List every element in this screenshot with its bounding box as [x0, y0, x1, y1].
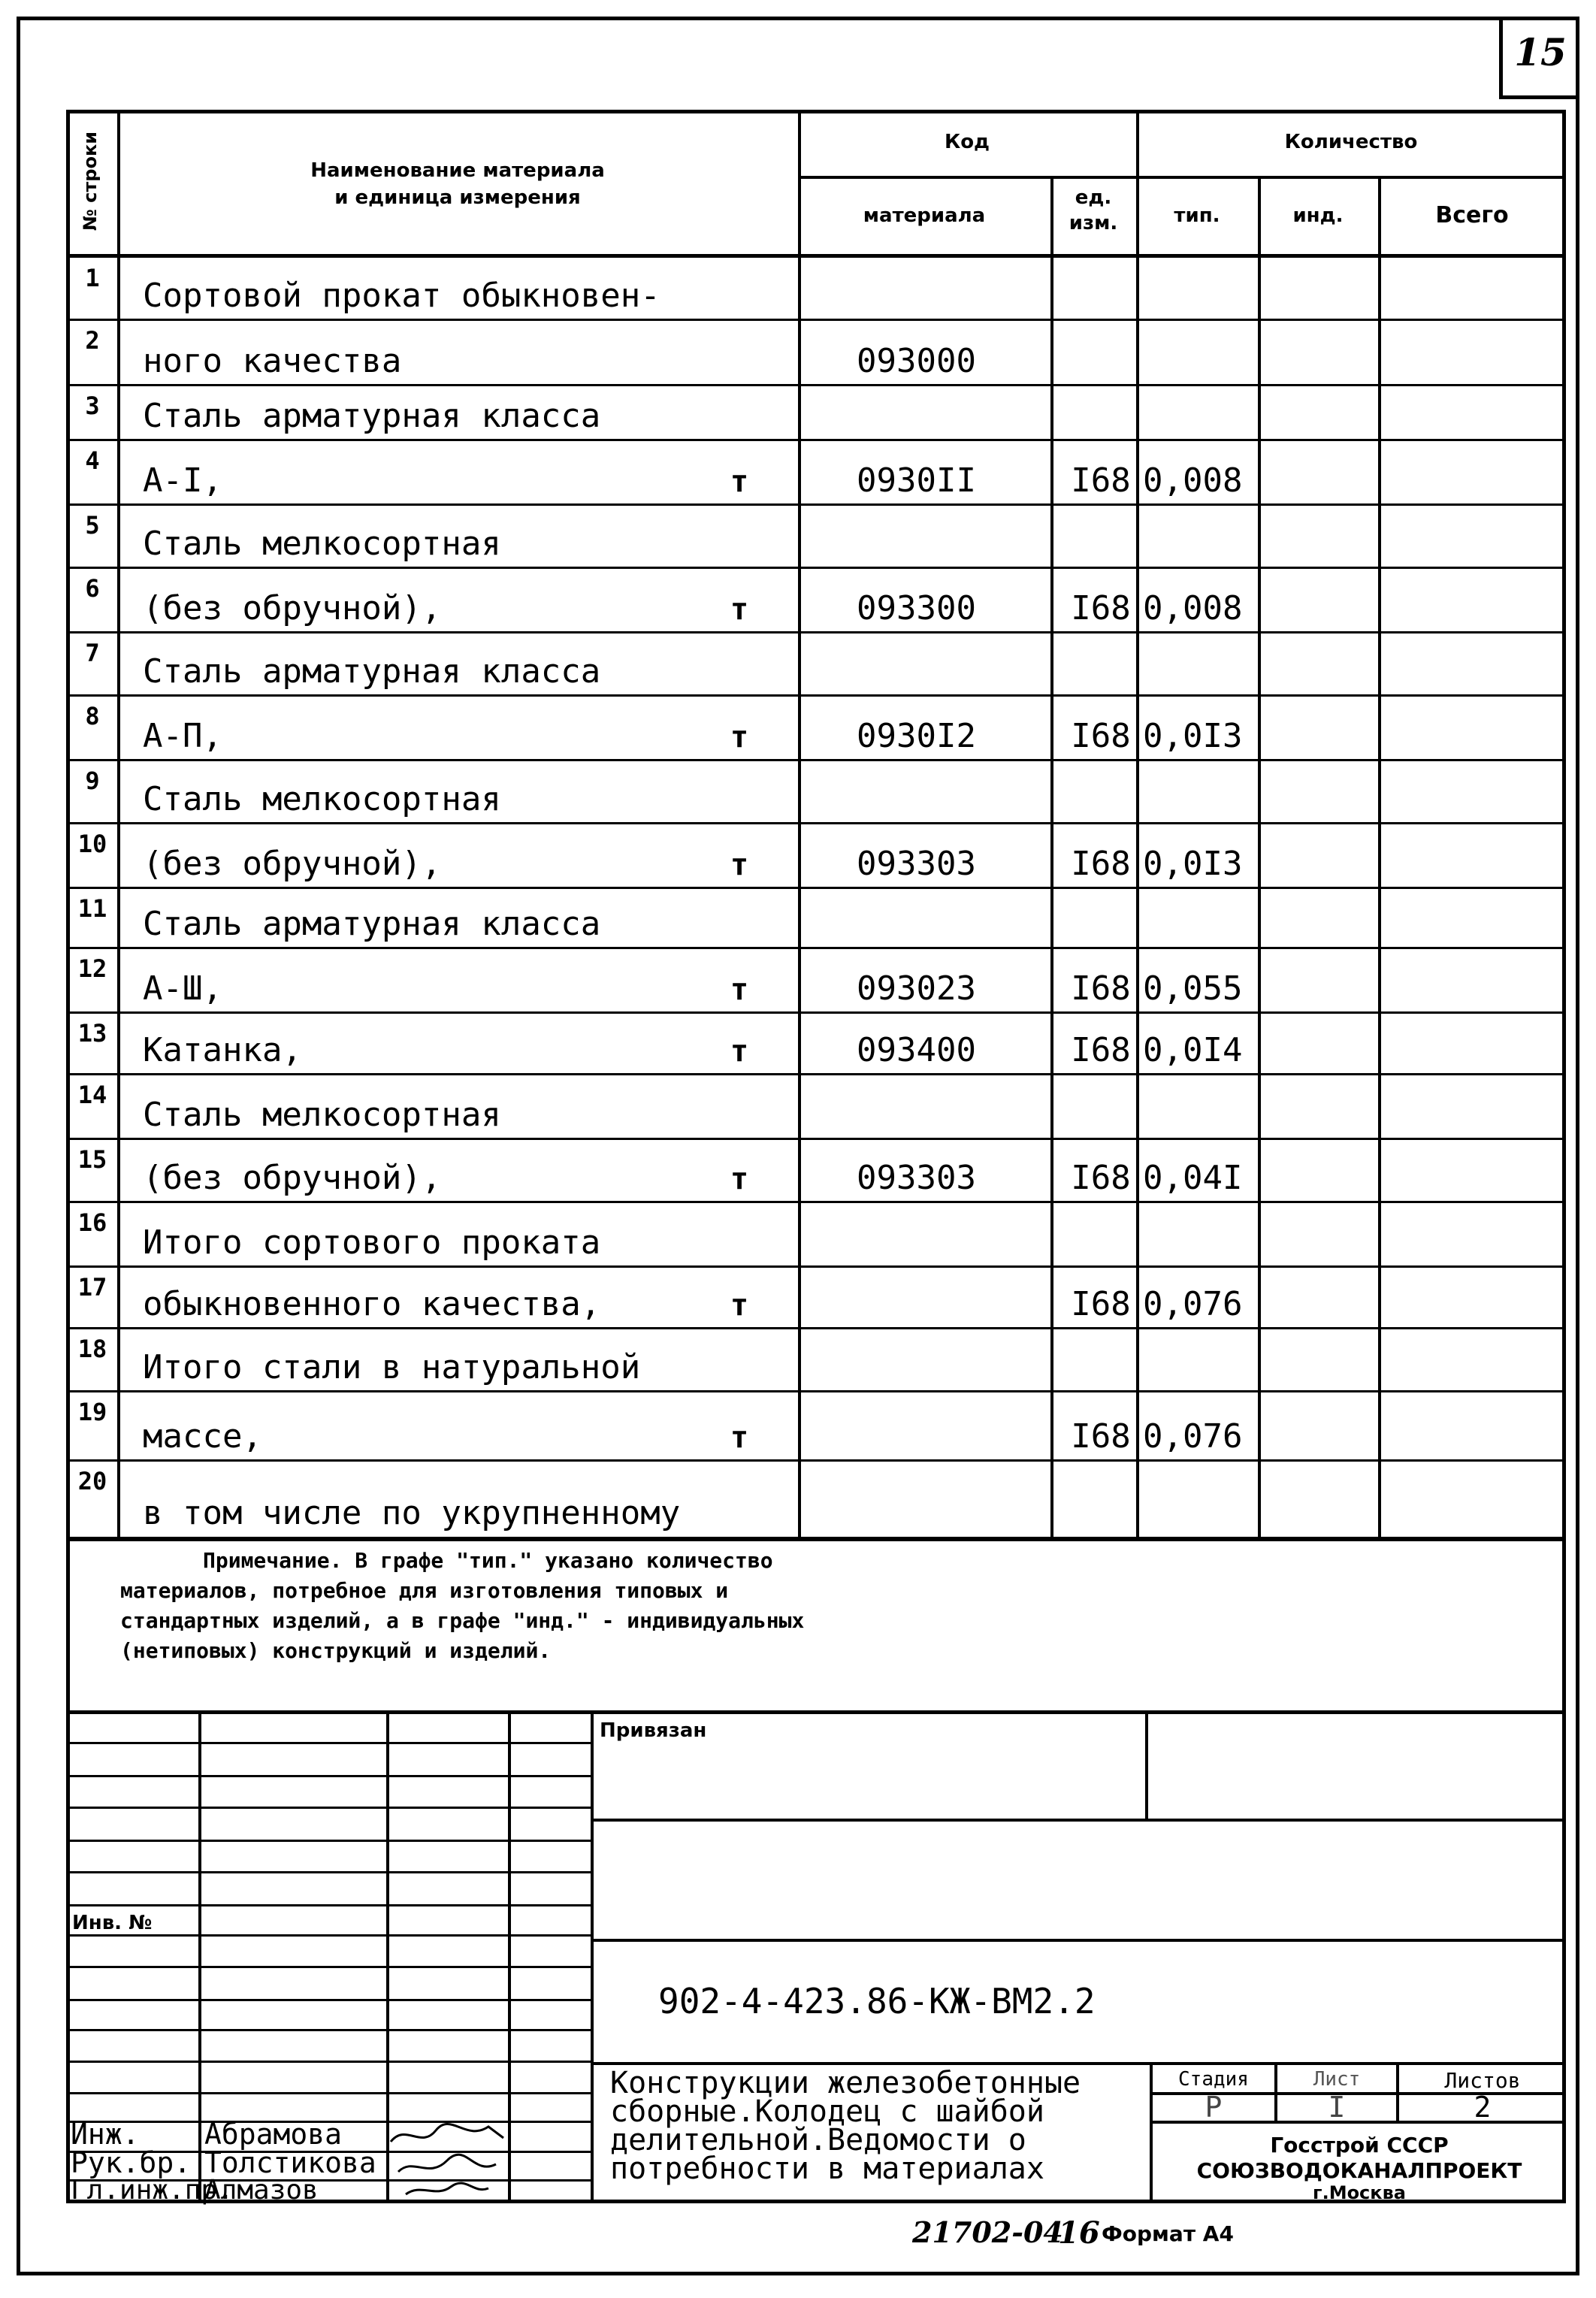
row-number: 4 [85, 446, 100, 475]
row-number: 7 [85, 639, 100, 667]
note-line3: стандартных изделий, а в графе "инд." - индивидуальных [120, 1608, 805, 1633]
row-separator [66, 1138, 1566, 1140]
material-code: 093300 [857, 589, 976, 627]
unit-of-measure: т [730, 972, 749, 1007]
material-name: Сталь мелкосортная [143, 525, 501, 563]
quantity-typ: 0,055 [1143, 969, 1243, 1008]
title-line2: сборные.Колодец с шайбой [610, 2094, 1044, 2129]
code-material-header: материала [863, 204, 986, 227]
row-number-header: № строки [80, 131, 101, 231]
staff-name-3: Алмазов [204, 2175, 319, 2206]
row-separator [66, 694, 1566, 697]
tb-row-line [66, 1775, 591, 1777]
tb-row-line [66, 2092, 591, 2094]
row-separator [66, 384, 1566, 386]
quantity-typ: 0,008 [1143, 461, 1243, 500]
signature-2 [398, 2154, 496, 2172]
note-line4: (нетиповых) конструкций и изделий. [120, 1638, 552, 1663]
col-divider [798, 110, 801, 1541]
col-divider [1378, 177, 1381, 1541]
unit-of-measure: т [730, 464, 749, 499]
row-separator [66, 1327, 1566, 1329]
title-line3: делительной.Ведомости о [610, 2123, 1026, 2157]
qty-total-header: Всего [1435, 202, 1509, 228]
material-name: (без обручной), [143, 1159, 442, 1197]
row-number: 18 [77, 1335, 107, 1363]
sheets-label: Листов [1444, 2068, 1521, 2093]
material-code: 093023 [857, 969, 976, 1008]
col-divider [117, 110, 120, 1541]
signature-scribbles [376, 2119, 526, 2202]
code-unit-header-line2: изм. [1069, 212, 1118, 234]
org-line1: Госстрой СССР [1270, 2133, 1449, 2157]
signature-3 [406, 2183, 488, 2194]
row-separator [66, 319, 1566, 321]
material-name: Сталь мелкосортная [143, 780, 501, 818]
material-name: Сортовой прокат обыкновен- [143, 277, 660, 315]
signature-1 [391, 2124, 503, 2142]
material-name: Сталь арматурная класса [143, 397, 601, 435]
material-name: обыкновенного качества, [143, 1285, 601, 1323]
row-number: 16 [77, 1208, 107, 1237]
material-name: Итого стали в натуральной [143, 1348, 641, 1386]
unit-of-measure: т [730, 1162, 749, 1196]
tb-row-line [66, 1966, 591, 1968]
name-header-line1: Наименование материала [310, 159, 605, 182]
row-number: 10 [77, 830, 107, 858]
row-number: 14 [77, 1081, 107, 1109]
col-divider [1136, 110, 1139, 1541]
material-name: (без обручной), [143, 845, 442, 883]
header-bottom [66, 254, 1566, 258]
tb-row-line [66, 1742, 591, 1744]
material-name: (без обручной), [143, 589, 442, 627]
format-label: Формат А4 [1102, 2221, 1234, 2246]
material-name: А-Ш, [143, 969, 222, 1008]
tb-line [591, 2062, 1566, 2065]
note-line2: материалов, потребное для изготовления типовых и [120, 1578, 729, 1603]
material-code: 093400 [857, 1031, 976, 1069]
row-separator [66, 503, 1566, 506]
staff-name-1: Абрамова [204, 2118, 343, 2151]
material-name: ного качества [143, 342, 402, 380]
stage-label: Стадия [1178, 2068, 1249, 2091]
quantity-typ: 0,0I4 [1143, 1031, 1243, 1069]
row-number: 11 [77, 894, 107, 923]
unit-of-measure: т [730, 1420, 749, 1455]
sheet-value: I [1328, 2091, 1346, 2124]
row-separator [66, 759, 1566, 761]
title-line1: Конструкции железобетонные [610, 2066, 1081, 2100]
sheet-label: Лист [1313, 2068, 1361, 2091]
quantity-typ: 0,04I [1143, 1159, 1243, 1197]
row-separator [66, 567, 1566, 569]
unit-code: I68 [1071, 461, 1131, 500]
quantity-typ: 0,0I3 [1143, 717, 1243, 755]
tb-col [1145, 1710, 1148, 1820]
note-line1: Примечание. В графе "тип." указано количество [203, 1548, 773, 1573]
page-number: 15 [1514, 30, 1567, 74]
unit-code: I68 [1071, 1031, 1131, 1069]
row-number: 12 [77, 954, 107, 983]
tb-row-line [66, 2029, 591, 2031]
tb-row-line [66, 1807, 591, 1809]
row-number: 1 [85, 264, 100, 292]
handwritten-page: 16 [1058, 2215, 1100, 2251]
row-separator [66, 822, 1566, 824]
org-line2: СОЮЗВОДОКАНАЛПРОЕКТ [1196, 2158, 1522, 2183]
row-number: 17 [77, 1273, 107, 1302]
row-separator [66, 1073, 1566, 1075]
unit-of-measure: т [730, 1288, 749, 1323]
row-number: 9 [85, 767, 100, 795]
unit-code: I68 [1071, 845, 1131, 883]
row-separator [66, 1265, 1566, 1268]
staff-role-1: Инж. [71, 2118, 140, 2151]
material-code: 0930I2 [857, 717, 976, 755]
quantity-typ: 0,0I3 [1143, 845, 1243, 883]
quantity-typ: 0,076 [1143, 1417, 1243, 1456]
tb-row-line [66, 2061, 591, 2063]
main-table [66, 110, 1566, 1541]
title-line4: потребности в материалах [610, 2151, 1044, 2186]
unit-of-measure: т [730, 592, 749, 627]
qty-ind-header: инд. [1292, 204, 1344, 227]
material-code: 0930II [857, 461, 976, 500]
unit-of-measure: т [730, 1034, 749, 1069]
row-separator [66, 1201, 1566, 1203]
tb-row-line [66, 1840, 591, 1842]
tb-row-line [66, 1934, 591, 1937]
unit-code: I68 [1071, 717, 1131, 755]
row-number: 8 [85, 702, 100, 730]
material-code: 093000 [857, 342, 976, 380]
code-unit-header-line1: ед. [1075, 186, 1112, 209]
material-name: Катанка, [143, 1031, 302, 1069]
qty-typ-header: тип. [1174, 204, 1220, 227]
row-separator [66, 1011, 1566, 1014]
org-line3: г.Москва [1313, 2182, 1406, 2203]
material-name: А-I, [143, 461, 222, 500]
row-separator [66, 439, 1566, 441]
header-divider [798, 176, 1566, 179]
tb-line [591, 1939, 1566, 1942]
unit-code: I68 [1071, 1159, 1131, 1197]
unit-code: I68 [1071, 1285, 1131, 1323]
row-number: 15 [77, 1145, 107, 1174]
row-separator [66, 887, 1566, 889]
tb-row-line [66, 1871, 591, 1873]
row-number: 5 [85, 511, 100, 540]
staff-role-3: Гл.инж.пр. [71, 2175, 234, 2206]
material-code: 093303 [857, 845, 976, 883]
staff-role-2: Рук.бр. [71, 2146, 192, 2179]
unit-code: I68 [1071, 589, 1131, 627]
material-code: 093303 [857, 1159, 976, 1197]
row-number: 13 [77, 1019, 107, 1048]
material-name: Сталь арматурная класса [143, 905, 601, 943]
document-code: 902-4-423.86-КЖ-ВМ2.2 [658, 1981, 1096, 2021]
unit-code: I68 [1071, 1417, 1131, 1456]
row-number: 2 [85, 326, 100, 355]
handwritten-number: 21702-04 [912, 2215, 1063, 2249]
tb-row-line [66, 1904, 591, 1906]
tb-row-line [66, 1999, 591, 2001]
unit-of-measure: т [730, 720, 749, 754]
material-name: Итого сортового проката [143, 1223, 601, 1262]
row-number: 19 [77, 1398, 107, 1426]
quantity-typ: 0,076 [1143, 1285, 1243, 1323]
tb-line [591, 1819, 1566, 1822]
quantity-typ: 0,008 [1143, 589, 1243, 627]
row-separator [66, 1459, 1566, 1462]
material-name: Сталь мелкосортная [143, 1096, 501, 1134]
row-separator [66, 631, 1566, 633]
unit-of-measure: т [730, 848, 749, 882]
inv-number-label: Инв. № [72, 1912, 153, 1934]
tb-col [198, 1710, 201, 2203]
tb-col [591, 1710, 594, 2203]
sheets-value: 2 [1474, 2091, 1492, 2124]
row-number: 6 [85, 574, 100, 603]
material-name: массе, [143, 1417, 262, 1456]
row-separator [66, 947, 1566, 949]
privyazan-label: Привязан [600, 1719, 707, 1742]
unit-code: I68 [1071, 969, 1131, 1008]
qty-group-header: Количество [1284, 131, 1418, 153]
row-number: 3 [85, 392, 100, 420]
staff-name-2: Толстикова [204, 2146, 376, 2179]
code-group-header: Код [944, 131, 990, 153]
row-separator [66, 1390, 1566, 1392]
material-name: в том числе по укрупненному [143, 1494, 681, 1532]
row-number: 20 [77, 1467, 107, 1495]
stage-value: Р [1205, 2091, 1223, 2124]
material-name: А-П, [143, 717, 222, 755]
name-header-line2: и единица измерения [334, 186, 581, 209]
material-name: Сталь арматурная класса [143, 652, 601, 691]
